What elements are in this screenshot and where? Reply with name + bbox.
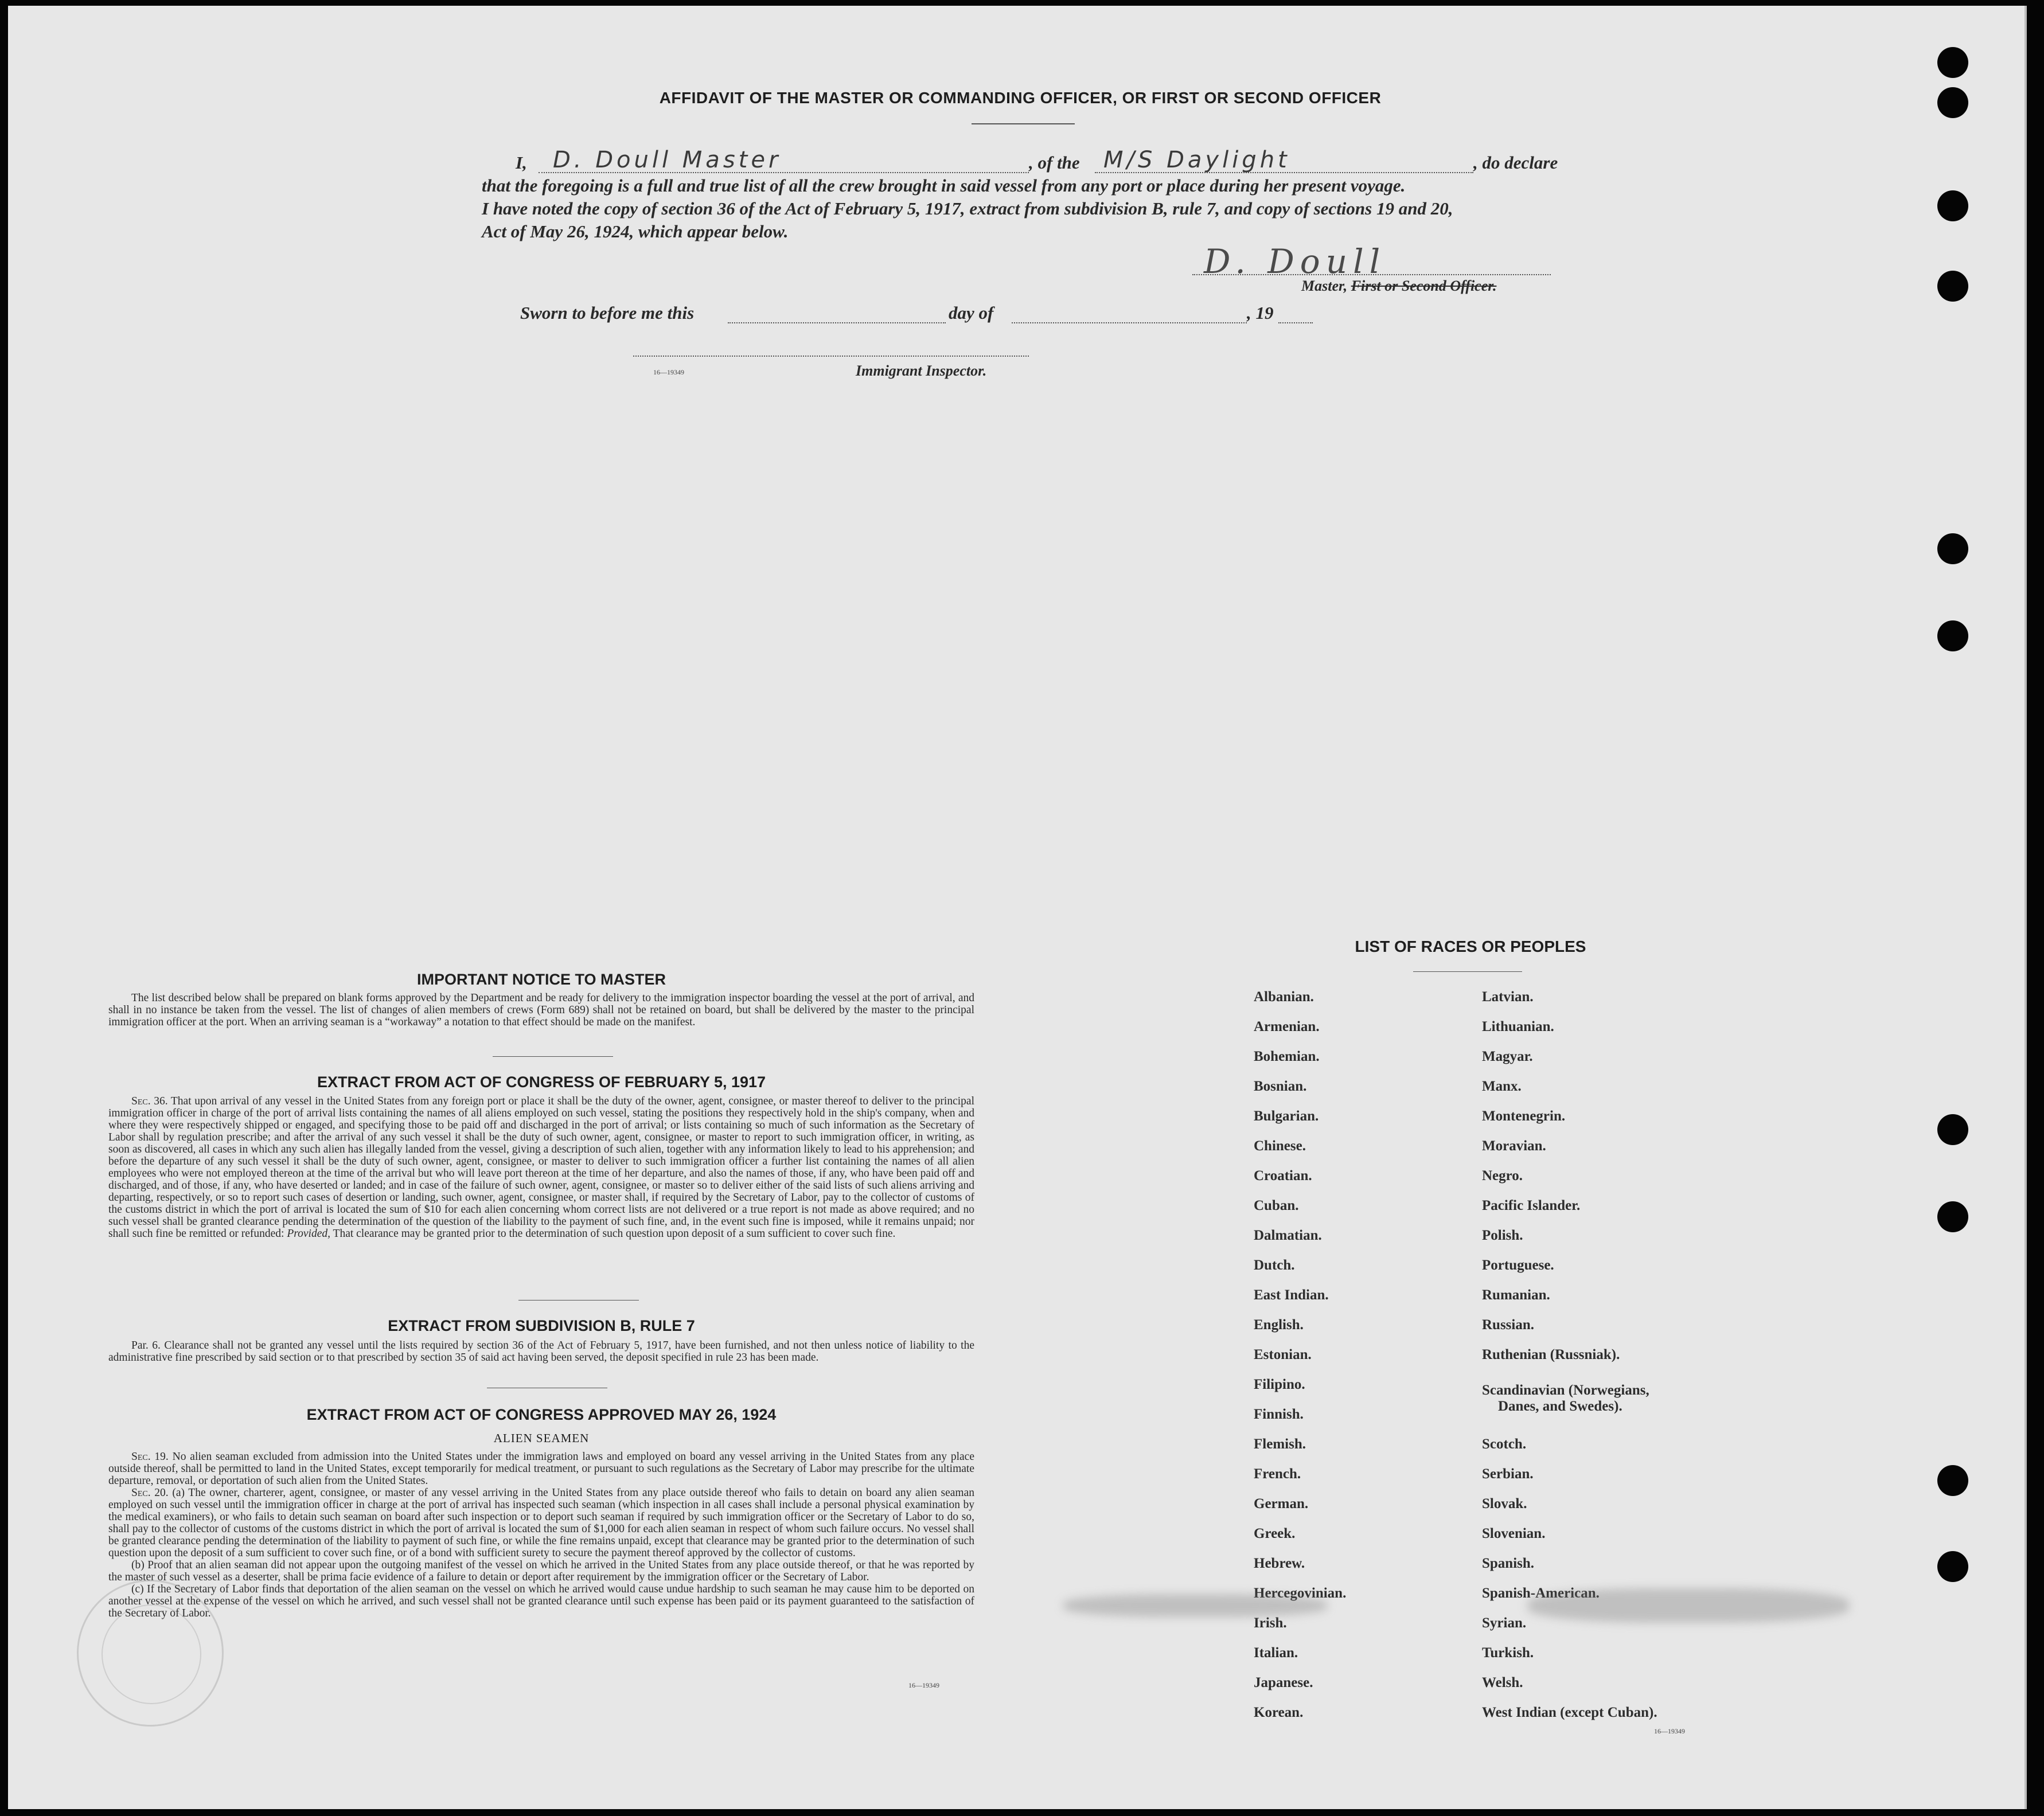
race-item: Turkish. bbox=[1482, 1645, 1534, 1661]
race-item: Spanish. bbox=[1482, 1556, 1535, 1571]
binder-hole bbox=[1937, 1114, 1968, 1145]
race-item: Italian. bbox=[1254, 1645, 1298, 1661]
sec36-text: That upon arrival of any vessel in the United States from any foreign port or place it shall be the duty of the owner, agent, consignee, or master thereof to deliver to the principal immigration officer in charge of the port of arrival lists containing the names of all aliens employed on such vessel, stating the positions they respectively hold in the ship's company, when and where they were respectively shipped or engaged, and specifying those to be paid off and discharged in the port of arrival; or lists containing so much of such information as the Secretary of Labor shall by regulation prescribe; and after the arrival of any such vessel it shall be the duty of such owner, agent, consignee, or master to report to such immigration officer, in writing, as soon as discovered, all cases in which any such alien has illegally landed from the vessel, giving a description of such alien, together with any information likely to lead to his apprehension; and before the departure of any such vessel it shall be the duty of such owner, agent, consignee, or master to deliver to such immigration officer a further list containing the names of all alien employees who were not employed thereon at the time of the arrival but who will leave port thereon at the time of her departure, and also the names of those, if any, who have been paid off and discharged, and of those, if any, who have deserted or landed; and in case of the failure of such owner, agent, consignee, or master so to deliver either of the said lists of such aliens arriving and departing, respectively, or so to report such cases of desertion or landing, such owner, agent, consignee, or master shall, if required by the Secretary of Labor, pay to the collector of customs of the customs district in which the port of arrival is located the sum of $10 for each alien concerning whom correct lists are not delivered or a true report is not made as above required; and no such vessel shall be granted clearance pending the determination of the question of the liability to the payment of such fine, and, in the event such fine is imposed, while it remains unpaid; nor shall such fine be remitted or refunded: bbox=[108, 1095, 974, 1240]
race-item: Bohemian. bbox=[1254, 1049, 1320, 1064]
master-signature-handwritten: D. Doull bbox=[1204, 242, 1386, 281]
sec19-text: No alien seaman excluded from admission into the United States under the immigration laws and employed on board any vessel arriving in the United States from any place outside thereof, shall be permitted to land in the United States, except temporarily for medical treatment, or pursuant to such regulations as the Secretary of Labor may prescribe for the ultimate departure, removal, or deportation of such alien from the United States. bbox=[108, 1451, 974, 1487]
sworn-day-field bbox=[728, 321, 946, 323]
binder-hole bbox=[1937, 1551, 1968, 1582]
race-item: Korean. bbox=[1254, 1705, 1304, 1720]
extract-1924-subtitle: ALIEN SEAMEN bbox=[493, 1431, 590, 1445]
proviso-italic: Provided, bbox=[287, 1228, 330, 1240]
race-item: Irish. bbox=[1254, 1615, 1287, 1631]
race-item: French. bbox=[1254, 1466, 1301, 1482]
sworn-mid: day of bbox=[949, 303, 994, 323]
affidavit-line3: I have noted the copy of section 36 of the Act of February 5, 1917, extract from subdivision B, rule 7, and copy of sections 19 and 20, bbox=[482, 198, 1453, 218]
race-item: Latvian. bbox=[1482, 989, 1534, 1005]
race-item: Dutch. bbox=[1254, 1257, 1295, 1273]
race-item: Magyar. bbox=[1482, 1049, 1533, 1064]
embossed-seal bbox=[77, 1580, 224, 1727]
race-item bbox=[1482, 1377, 1657, 1436]
sec19-label: Sec. 19. bbox=[131, 1451, 169, 1463]
sworn-prefix: Sworn to before me this bbox=[520, 303, 695, 323]
race-item: Cuban. bbox=[1254, 1198, 1299, 1213]
race-item: Bosnian. bbox=[1254, 1079, 1307, 1094]
embossed-seal-inner bbox=[102, 1604, 201, 1704]
races-left-column bbox=[1254, 989, 1346, 1735]
scan-smudge bbox=[1528, 1588, 1849, 1623]
sec20-label: Sec. 20. bbox=[131, 1487, 169, 1499]
extract-rule7-body bbox=[108, 1339, 974, 1364]
race-item: Albanian. bbox=[1254, 989, 1314, 1005]
race-item: Negro. bbox=[1482, 1168, 1523, 1184]
races-right-column bbox=[1482, 989, 1657, 1735]
sworn-year-field bbox=[1278, 321, 1313, 323]
race-item: Serbian. bbox=[1482, 1466, 1534, 1482]
race-item: Dalmatian. bbox=[1254, 1228, 1322, 1243]
race-item: Manx. bbox=[1482, 1079, 1522, 1094]
scan-smudge bbox=[1063, 1594, 1327, 1617]
notice-text: The list described below shall be prepared on blank forms approved by the Department and be ready for delivery to the immigration inspector boarding the vessel at the port of arrival, and shall in no instance be taken from the vessel. The list of changes of alien members of crews (Form 689) shall not be retained on board, but shall be delivered by the master to the principal immigration officer at the port. When an arriving seaman is a “workaway” a notation to that effect should be made on the manifest. bbox=[108, 992, 974, 1028]
notice-title: IMPORTANT NOTICE TO MASTER bbox=[417, 971, 666, 988]
form-number: 16—19349 bbox=[653, 368, 684, 376]
signature-line bbox=[1192, 273, 1551, 275]
form-number: 16—19349 bbox=[908, 1681, 939, 1689]
race-item: Rumanian. bbox=[1482, 1287, 1550, 1303]
binder-hole bbox=[1937, 533, 1968, 564]
divider bbox=[518, 1300, 639, 1301]
race-item: Russian. bbox=[1482, 1317, 1535, 1333]
race-item: Slovenian. bbox=[1482, 1526, 1546, 1541]
binder-hole bbox=[1937, 271, 1968, 302]
race-item: Chinese. bbox=[1254, 1138, 1306, 1154]
sworn-suffix: , 19 bbox=[1247, 303, 1274, 323]
binder-hole bbox=[1937, 1465, 1968, 1496]
race-item: Estonian. bbox=[1254, 1347, 1312, 1362]
race-item: Slovak. bbox=[1482, 1496, 1527, 1512]
master-name-handwritten: D. Doull Master bbox=[553, 147, 782, 173]
race-item: Montenegrin. bbox=[1482, 1108, 1566, 1124]
inspector-label: Immigrant Inspector. bbox=[856, 362, 987, 379]
race-item: Pacific Islander. bbox=[1482, 1198, 1581, 1213]
binder-hole bbox=[1937, 1201, 1968, 1232]
document-page bbox=[8, 6, 2027, 1809]
race-item: Bulgarian. bbox=[1254, 1108, 1319, 1124]
binder-hole bbox=[1937, 87, 1968, 118]
race-item: Hebrew. bbox=[1254, 1556, 1305, 1571]
binder-hole bbox=[1937, 47, 1968, 78]
race-item: Syrian. bbox=[1482, 1615, 1527, 1631]
binder-hole bbox=[1937, 620, 1968, 651]
race-item: East Indian. bbox=[1254, 1287, 1329, 1303]
race-item: Croatian. bbox=[1254, 1168, 1312, 1184]
notice-body bbox=[108, 992, 974, 1028]
affidavit-line2: that the foregoing is a full and true list of all the crew brought in said vessel from any port or place during her present voyage. bbox=[482, 175, 1406, 196]
race-item: Ruthenian (Russniak). bbox=[1482, 1347, 1620, 1362]
race-item: Greek. bbox=[1254, 1526, 1296, 1541]
race-item: Welsh. bbox=[1482, 1675, 1523, 1690]
sec20c-text: (c) If the Secretary of Labor finds that deportation of the alien seaman on the vessel on which he arrived would cause undue hardship to such seaman he may cause him to be deported on another vessel at the expense of the vessel on which he arrived, and such vessel shall not be granted clearance until such expense has been paid or its payment guaranteed to the satisfaction of the Secretary of Labor. bbox=[108, 1583, 974, 1619]
races-title: LIST OF RACES OR PEOPLES bbox=[1355, 938, 1586, 955]
race-item: Spanish-American. bbox=[1482, 1585, 1600, 1601]
sec20b-text: (b) Proof that an alien seaman did not appear upon the outgoing manifest of the vessel on which he arrived in the United States from any place outside thereof, or that he was reported by the master of such vessel as a deserter, shall be prima facie evidence of a failure to detain or deport after requirement by the immigration officer or the Secretary of Labor. bbox=[108, 1559, 974, 1583]
race-item: Scotch. bbox=[1482, 1436, 1527, 1452]
race-item: Lithuanian. bbox=[1482, 1019, 1554, 1034]
race-item: Finnish. bbox=[1254, 1407, 1304, 1422]
signature-label-master: Master, bbox=[1301, 278, 1348, 294]
divider bbox=[972, 123, 1075, 124]
race-item-line: Scandinavian (Norwegians, bbox=[1482, 1382, 1649, 1398]
divider bbox=[493, 1056, 613, 1057]
extract-1924-title: EXTRACT FROM ACT OF CONGRESS APPROVED MAY 26, 1924 bbox=[306, 1406, 777, 1423]
signature-label bbox=[1301, 278, 1496, 295]
scan-edge bbox=[2025, 6, 2027, 1809]
proviso-text: That clearance may be granted prior to the determination of such question upon deposit of a sum sufficient to cover such fine. bbox=[333, 1228, 896, 1240]
sec36-label: Sec. 36. bbox=[131, 1095, 168, 1107]
race-item: Portuguese. bbox=[1482, 1257, 1554, 1273]
race-item: West Indian (except Cuban). bbox=[1482, 1705, 1657, 1720]
affidavit-line1-suffix: , do declare bbox=[1473, 153, 1558, 173]
extract-1917-body bbox=[108, 1095, 974, 1240]
binder-hole bbox=[1937, 190, 1968, 221]
affidavit-line1-mid: , of the bbox=[1029, 153, 1080, 173]
extract-1917-title: EXTRACT FROM ACT OF CONGRESS OF FEBRUARY 5, 1917 bbox=[317, 1073, 766, 1091]
affidavit-line1-prefix: I, bbox=[516, 153, 527, 173]
race-item: Japanese. bbox=[1254, 1675, 1313, 1690]
race-item: English. bbox=[1254, 1317, 1304, 1333]
divider bbox=[1413, 971, 1522, 972]
race-item-line: Danes, and Swedes). bbox=[1498, 1399, 1622, 1414]
extract-1924-body bbox=[108, 1451, 974, 1619]
rule7-text: Par. 6. Clearance shall not be granted any vessel until the lists required by section 36 of the Act of February 5, 1917, have been furnished, and not then unless notice of liability to the administrative fine prescribed by said section or to that prescribed by section 35 of said act having been served, the deposit specified in rule 23 has been made. bbox=[108, 1339, 974, 1364]
race-item: Polish. bbox=[1482, 1228, 1523, 1243]
sec20a-text: (a) The owner, charterer, agent, consignee, or master of any vessel arriving in the United States from any place outside thereof who fails to detain on board any alien seaman employed on such vessel until the immigration officer in charge at the port of arrival has inspected such seaman (which inspection in all cases shall include a personal physical examination by the medical examiners), or who fails to detain such seaman on board after such inspection or to deport such seaman if required by such immigration officer or the Secretary of Labor to do so, shall pay to the collector of customs of the customs district in which the port of arrival is located the sum of $1,000 for each alien seaman in respect of whom such failure occurs. No vessel shall be granted clearance pending the determination of the liability to payment of such fine, or while the fine remains unpaid, except that clearance may be granted prior to the determination of such question upon the deposit of a sum sufficient to cover such fine, or of a bond with sufficient surety to secure the payment thereof approved by the collector of customs. bbox=[108, 1487, 975, 1559]
signature-label-struck: First or Second Officer. bbox=[1351, 278, 1497, 294]
race-item: Armenian. bbox=[1254, 1019, 1320, 1034]
inspector-signature-line bbox=[633, 354, 1029, 357]
race-item: Hercegovinian. bbox=[1254, 1585, 1347, 1601]
extract-rule7-title: EXTRACT FROM SUBDIVISION B, RULE 7 bbox=[388, 1317, 695, 1334]
sworn-month-field bbox=[1012, 321, 1247, 323]
affidavit-title: AFFIDAVIT OF THE MASTER OR COMMANDING OFFICER, OR FIRST OR SECOND OFFICER bbox=[659, 89, 1382, 107]
race-item: Flemish. bbox=[1254, 1436, 1306, 1452]
vessel-name-handwritten: M/S Daylight bbox=[1103, 147, 1290, 173]
form-number: 16—19349 bbox=[1654, 1727, 1685, 1735]
race-item: Filipino. bbox=[1254, 1377, 1305, 1392]
affidavit-line4: Act of May 26, 1924, which appear below. bbox=[482, 221, 789, 241]
race-item: Moravian. bbox=[1482, 1138, 1546, 1154]
race-item: German. bbox=[1254, 1496, 1309, 1512]
